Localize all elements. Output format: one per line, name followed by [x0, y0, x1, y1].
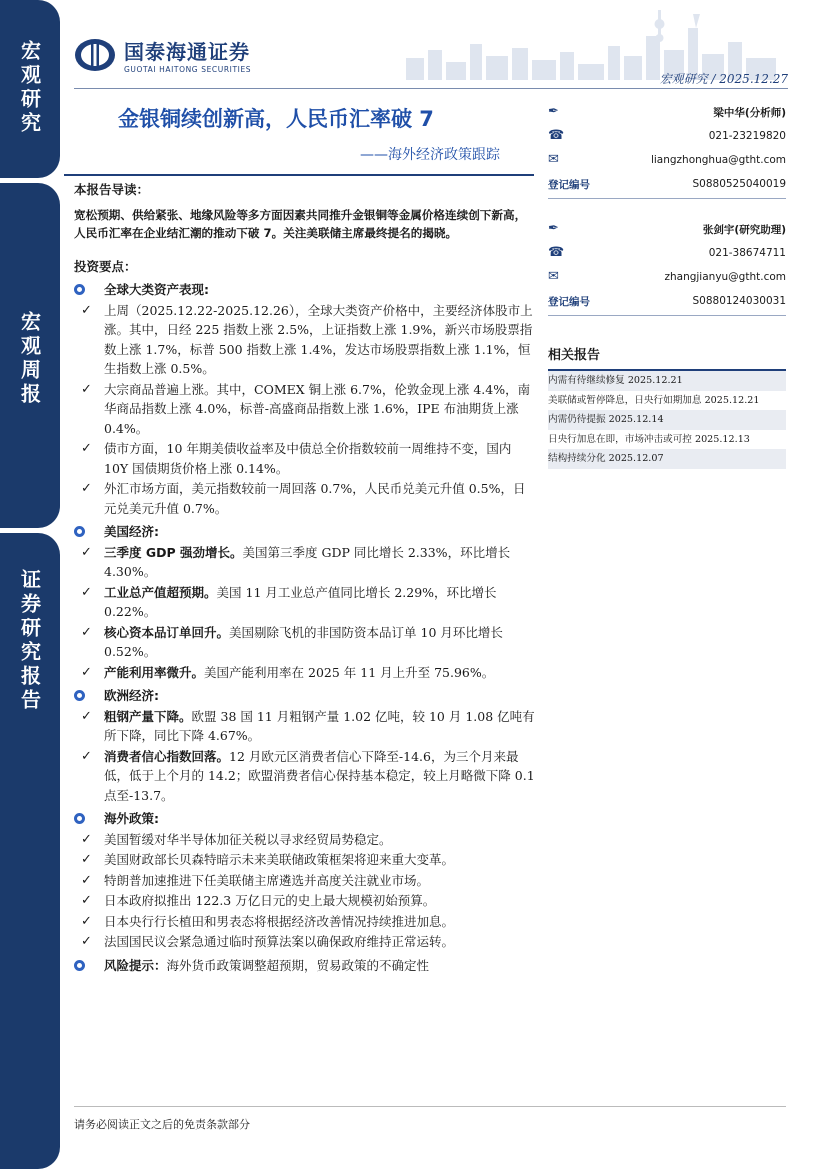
list-item	[74, 380, 536, 439]
email-icon: ✉	[548, 269, 559, 284]
related-report-name: 内需有待继续修复	[548, 375, 625, 386]
checkmark-icon: ✓	[81, 441, 92, 456]
list-item	[74, 850, 536, 870]
list-item	[74, 663, 536, 683]
checkmark-icon: ✓	[81, 381, 92, 397]
related-report-name: 结构持续分化	[548, 453, 606, 464]
related-report-name: 日央行加息在即，市场冲击或可控	[548, 433, 692, 445]
section-heading	[74, 522, 536, 542]
item-text: 上周（2025.12.22-2025.12.26），全球大类资产价格中，主要经济体股市上涨。其中，日经 225 指数上涨 2.5%，上证指数上涨 1.9%，新兴市场股票指数上涨 1.7%，标普 500 指数上涨 1.4%，发达市场股票指数上涨 1.1%，恒生指数上涨 0.5%。	[104, 302, 533, 376]
logo-name-en: GUOTAI HAITONG SECURITIES	[124, 65, 252, 74]
item-text: 日本央行行长植田和男表态将根据经济改善情况持续推进加息。	[104, 913, 455, 929]
item-lead: 三季度 GDP 强劲增长。	[104, 544, 243, 560]
list-item	[74, 747, 536, 806]
guide-text: 宽松预期、供给紧张、地缘风险等多方面因素共同推升金银铜等金属价格连续创下新高，人民币汇率在企业结汇潮的推动下破 7。关注美联储主席最终提名的揭晓。	[74, 207, 527, 240]
item-text: 美国剔除飞机的非国防资本品订单 10 月环比增长 0.52%。	[104, 624, 503, 659]
section-global-assets	[74, 280, 536, 518]
list-item	[74, 891, 536, 911]
list-item	[74, 301, 536, 379]
related-report-date: 2025.12.13	[694, 433, 750, 445]
side-tab-macro-research	[0, 0, 60, 178]
item-lead: 粗钢产量下降。	[104, 708, 192, 724]
list-item	[74, 871, 536, 891]
city-skyline-image	[396, 6, 786, 80]
item-lead: 核心资本品订单回升。	[104, 624, 230, 640]
section-title: 欧洲经济:	[104, 688, 159, 703]
report-subtitle: ——海外经济政策跟踪	[360, 147, 500, 163]
analyst-name: 梁中华(分析师)	[713, 106, 786, 119]
item-lead: 产能利用率微升。	[104, 664, 205, 680]
report-category: 宏观研究	[659, 72, 708, 86]
bullet-circle-icon	[74, 960, 85, 971]
related-report-link[interactable]	[548, 449, 786, 469]
section-overseas-policy	[74, 809, 536, 952]
item-text: 特朗普加速推进下任美联储主席遴选并高度关注就业市场。	[104, 872, 430, 888]
side-tab-label: 宏观研究	[17, 40, 42, 136]
side-band	[0, 0, 60, 1169]
list-item	[74, 830, 536, 850]
section-heading	[74, 686, 536, 706]
list-item	[74, 439, 536, 478]
risk-label: 风险提示：	[104, 957, 167, 973]
bullet-circle-icon	[74, 526, 85, 537]
checkmark-icon: ✓	[81, 584, 92, 600]
bullet-circle-icon	[74, 813, 85, 824]
pen-icon: ✒	[548, 104, 559, 119]
related-reports-title: 相关报告	[548, 348, 601, 363]
item-lead: 工业总产值超预期。	[104, 584, 217, 600]
report-title: 金银铜续创新高，人民币汇率破 7	[118, 107, 434, 131]
related-report-link[interactable]	[548, 430, 786, 450]
pen-icon: ✒	[548, 221, 559, 236]
analyst-email[interactable]: liangzhonghua@gtht.com	[650, 154, 786, 166]
related-report-name: 内需仍待提振	[548, 414, 606, 425]
related-report-date: 2025.12.07	[608, 453, 664, 464]
checkmark-icon: ✓	[81, 708, 92, 724]
list-item	[74, 479, 536, 518]
bullet-circle-icon	[74, 284, 85, 295]
checkmark-icon: ✓	[81, 934, 92, 949]
side-tab-label: 宏观周报	[17, 311, 42, 407]
section-title: 全球大类资产表现:	[104, 282, 209, 297]
item-text: 12 月欧元区消费者信心下降至-14.6，为三个月来最低，低于上个月的 14.2；欧盟消费者信心保持基本稳定，较上月略微下降 0.1 点至-13.7。	[104, 748, 535, 803]
registration-label: 登记编号	[548, 178, 590, 191]
bullet-circle-icon	[74, 690, 85, 701]
item-text: 美国财政部长贝森特暗示未来美联储政策框架将迎来重大变革。	[104, 852, 455, 867]
analyst-email[interactable]: zhangjianyu@gtht.com	[664, 271, 786, 283]
guide-heading: 本报告导读：	[74, 182, 150, 197]
section-heading	[74, 280, 536, 300]
analyst-card	[548, 100, 786, 199]
checkmark-icon: ✓	[81, 872, 92, 888]
side-tab-macro-weekly	[0, 183, 60, 528]
analyst-divider	[548, 315, 786, 316]
footer-disclaimer: 请务必阅读正文之后的免责条款部分	[74, 1118, 250, 1131]
checkmark-icon: ✓	[81, 893, 92, 908]
meta-separator: /	[711, 72, 716, 86]
related-report-date: 2025.12.21	[627, 375, 683, 386]
phone-icon: ☎	[548, 245, 565, 260]
list-item	[74, 583, 536, 622]
checkmark-icon: ✓	[81, 544, 92, 560]
item-text: 大宗商品普遍上涨。其中，COMEX 铜上涨 6.7%，伦敦金现上涨 4.4%，南华商品指数上涨 4.0%，标普-高盛商品指数上涨 1.6%，IPE 布油期货上涨 0.4%。	[104, 381, 531, 436]
item-lead: 消费者信心指数回落。	[104, 748, 230, 764]
registration-number: S0880525040019	[692, 178, 786, 190]
section-title: 海外政策:	[104, 811, 159, 826]
item-text: 法国国民议会紧急通过临时预算法案以确保政府维持正常运转。	[104, 934, 455, 949]
analyst-name: 张剑宇(研究助理)	[702, 223, 786, 236]
item-text: 美国 11 月工业总产值同比增长 2.29%，环比增长 0.22%。	[104, 584, 497, 619]
analyst-phone: 021-23219820	[708, 130, 786, 142]
side-tab-label: 证券研究报告	[17, 569, 42, 713]
risk-text: 海外货币政策调整超预期，贸易政策的不确定性	[166, 957, 430, 973]
section-europe-economy	[74, 686, 536, 805]
registration-label: 登记编号	[548, 295, 590, 308]
item-text: 美国产能利用率在 2025 年 11 月上升至 75.96%。	[204, 664, 495, 680]
related-report-date: 2025.12.14	[608, 414, 664, 425]
related-report-name: 美联储或暂停降息，日央行如期加息	[548, 394, 702, 406]
checkmark-icon: ✓	[81, 913, 92, 929]
analyst-phone: 021-38674711	[708, 247, 786, 259]
logo-mark-icon	[74, 38, 116, 72]
report-date: 2025.12.27	[719, 72, 788, 86]
section-heading	[74, 809, 536, 829]
analyst-card	[548, 217, 786, 316]
title-divider	[64, 174, 534, 176]
item-text: 债市方面，10 年期美债收益率及中债总全价指数较前一周维持不变，国内 10Y 国债期货价格上涨 0.14%。	[104, 441, 512, 476]
checkmark-icon: ✓	[81, 481, 92, 496]
registration-number: S0880124030031	[692, 295, 786, 307]
list-item	[74, 912, 536, 932]
email-icon: ✉	[548, 152, 559, 167]
logo-name-cn: 国泰海通证券	[124, 40, 250, 64]
checkmark-icon: ✓	[81, 302, 92, 318]
list-item	[74, 707, 536, 746]
related-reports-list	[548, 371, 786, 469]
related-report-date: 2025.12.21	[704, 394, 760, 406]
report-meta	[660, 70, 788, 87]
checkmark-icon: ✓	[81, 664, 92, 680]
checkmark-icon: ✓	[81, 831, 92, 847]
checkmark-icon: ✓	[81, 624, 92, 640]
related-report-link[interactable]	[548, 391, 786, 411]
section-title: 美国经济:	[104, 524, 159, 539]
item-text: 美国第三季度 GDP 同比增长 2.33%，环比增长 4.30%。	[104, 544, 511, 579]
item-text: 日本政府拟推出 122.3 万亿日元的史上最大规模初始预算。	[104, 893, 436, 908]
right-column	[548, 100, 786, 469]
item-text: 美国暂缓对华半导体加征关税以寻求经贸局势稳定。	[104, 831, 392, 847]
company-logo	[74, 36, 251, 74]
points-heading: 投资要点：	[74, 258, 137, 274]
checkmark-icon: ✓	[81, 748, 92, 764]
section-us-economy	[74, 522, 536, 682]
item-text: 欧盟 38 国 11 月粗钢产量 1.02 亿吨，较 10 月 1.08 亿吨有所下降，同比下降 4.67%。	[104, 708, 535, 743]
related-report-link[interactable]	[548, 410, 786, 430]
footer-divider	[74, 1106, 786, 1107]
main-content	[74, 178, 536, 975]
risk-warning	[74, 956, 536, 976]
list-item	[74, 932, 536, 952]
analyst-divider	[548, 198, 786, 199]
related-report-link[interactable]	[548, 371, 786, 391]
phone-icon: ☎	[548, 128, 565, 143]
list-item	[74, 543, 536, 582]
checkmark-icon: ✓	[81, 852, 92, 867]
header-divider	[74, 88, 788, 89]
item-text: 外汇市场方面，美元指数较前一周回落 0.7%，人民币兑美元升值 0.5%，日元兑美元升值 0.7%。	[104, 481, 526, 516]
list-item	[74, 623, 536, 662]
side-tab-securities-report	[0, 533, 60, 1169]
